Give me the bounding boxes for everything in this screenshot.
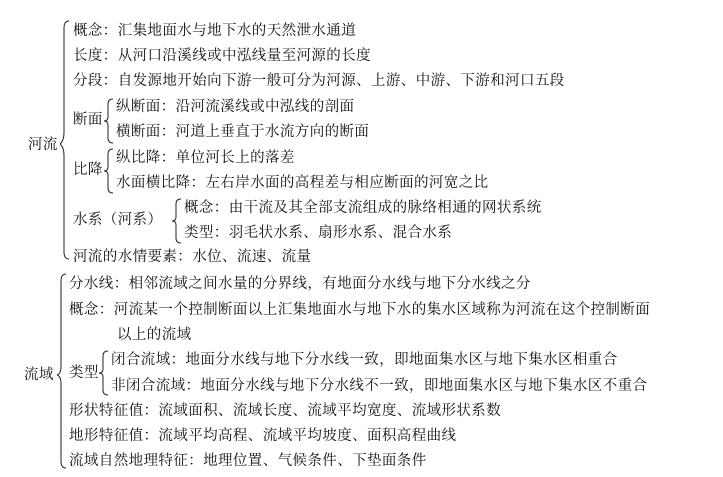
river-regime: 河流的水情要素：水位、流速、流量 [73,249,312,265]
river-slope-brace [104,148,114,194]
river-system-brace [172,198,182,244]
river-section-brace [104,98,114,144]
section-longitudinal: 纵断面：沿河流溪线或中泓线的剖面 [116,99,355,115]
river-concept: 概念：汇集地面水与地下水的天然泄水通道 [73,23,357,39]
system-types: 类型：羽毛状水系、扇形水系、混合水系 [184,225,453,241]
river-system-title: 水系（河系） [73,212,163,228]
basin-title: 流域 [24,367,54,383]
basin-type-open: 非闭合流域：地面分水线与地下分水线不一致，即地面集水区与地下集水区不重合 [111,378,648,394]
river-title: 河流 [28,137,58,153]
system-concept: 概念：由干流及其全部支流组成的脉络相通的网状系统 [184,200,542,216]
basin-divide: 分水线：相邻流域之间水量的分界线，有地面分水线与地下分水线之分 [69,276,531,292]
basin-terrain: 地形特征值：流域平均高程、流域平均坡度、面积高程曲线 [69,428,457,444]
basin-shape: 形状特征值：流域面积、流域长度、流域平均宽度、流域形状系数 [69,403,502,419]
basin-concept-line1: 概念：河流某一个控制断面以上汇集地面水与地下水的集水区域称为河流在这个控制断面 [69,302,651,318]
section-transverse: 横断面：河道上垂直于水流方向的断面 [116,124,370,140]
river-brace [60,20,70,260]
basin-type-closed: 闭合流域：地面分水线与地下分水线一致，即地面集水区与地下集水区相重合 [111,352,618,368]
slope-longitudinal: 纵比降：单位河长上的落差 [116,150,295,166]
river-section-title: 断面 [73,112,103,128]
river-length: 长度：从河口沿溪线或中泓线量至河源的长度 [73,48,371,64]
basin-concept-line2: 以上的流域 [117,327,192,343]
slope-water-surface: 水面横比降：左右岸水面的高程差与相应断面的河宽之比 [116,175,489,191]
basin-geography: 流域自然地理特征：地理位置、气候条件、下垫面条件 [69,453,427,469]
river-segments: 分段：自发源地开始向下游一般可分为河源、上游、中游、下游和河口五段 [73,73,565,89]
basin-types-title: 类型 [69,365,99,381]
basin-types-brace [99,350,109,396]
basin-brace [57,273,67,469]
river-slope-title: 比降 [73,162,103,178]
